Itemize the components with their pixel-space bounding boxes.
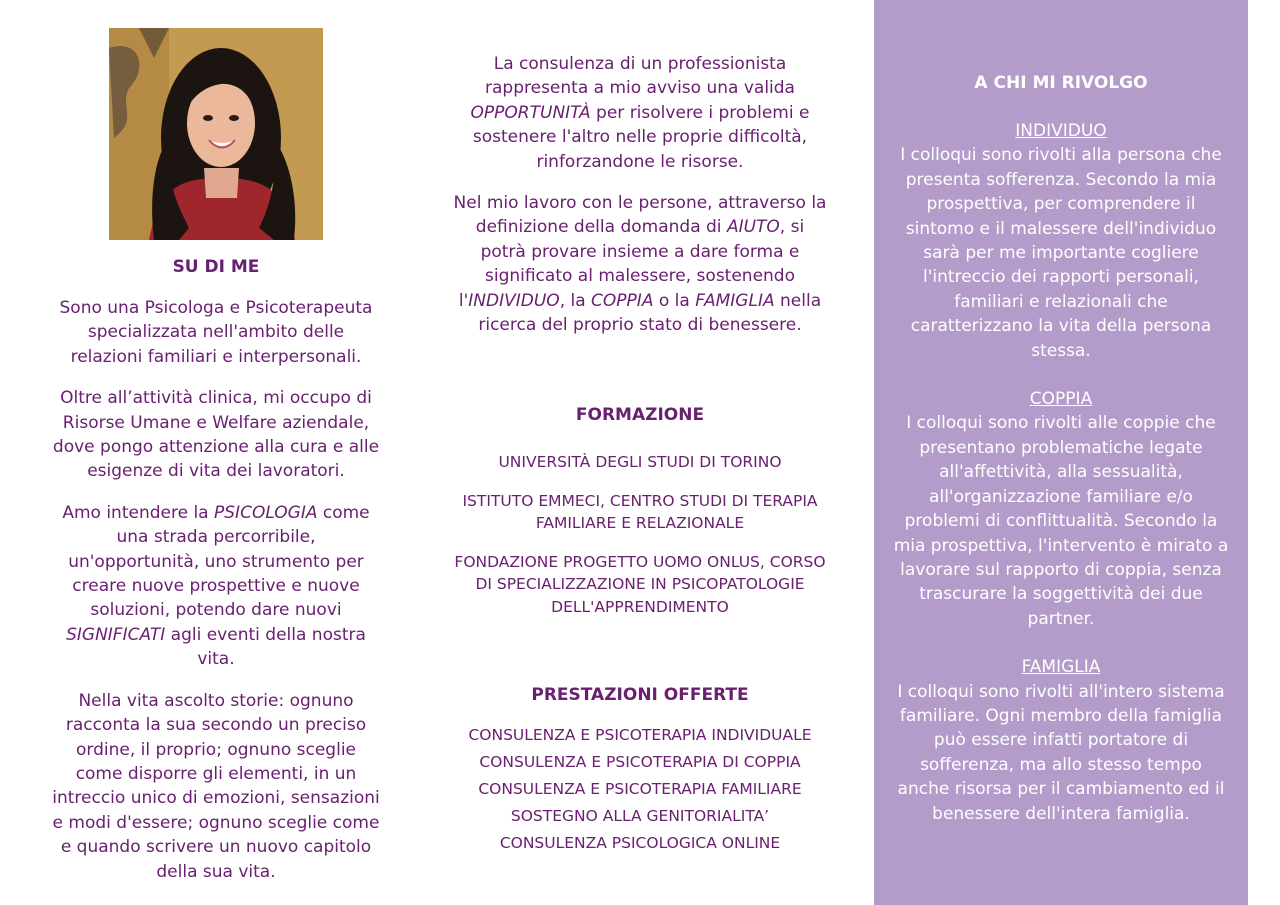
intro-emphasis: COPPIA <box>591 290 654 311</box>
audience-section-text: I colloqui sono rivolti all'intero sistema familiare. Ogni membro della famiglia può essere infatti portatore di sofferenza, ma allo stesso tempo anche risorsa per il cambiamento ed il benessere dell'intera famiglia. <box>897 681 1225 824</box>
training-item: ISTITUTO EMMECI, CENTRO STUDI DI TERAPIA FAMILIARE E RELAZIONALE <box>462 491 818 533</box>
about-title: SU DI ME <box>172 257 260 277</box>
audience-section-text: I colloqui sono rivolti alla persona che presenta sofferenza. Secondo la mia prospettiva, per comprendere il sintomo e il malessere dell'individuo sarà per me importante cogliere l'intreccio dei rapporti personali, familiari e relazionali che caratterizzano la vita della persona stessa. <box>900 145 1222 361</box>
audience-section-title: COPPIA <box>1029 389 1093 410</box>
about-paragraph-2: Oltre all’attività clinica, mi occupo di Risorse Umane e Welfare aziendale, dove pongo attenzione alla cura e alle esigenze di vita dei lavoratori. <box>52 388 380 482</box>
service-item: CONSULENZA E PSICOTERAPIA FAMILIARE <box>478 780 802 799</box>
training-title: FORMAZIONE <box>575 405 705 426</box>
training-item: FONDAZIONE PROGETTO UOMO ONLUS, CORSO DI SPECIALIZZAZIONE IN PSICOPATOLOGIE DELL'APPRENDIMENTO <box>454 552 826 616</box>
intro-text: La consulenza di un professionista rappresenta a mio avviso una valida <box>485 54 795 99</box>
service-item: CONSULENZA E PSICOTERAPIA DI COPPIA <box>479 753 801 772</box>
about-emphasis: SIGNIFICATI <box>66 624 166 645</box>
services-title: PRESTAZIONI OFFERTE <box>531 685 749 706</box>
service-item: CONSULENZA E PSICOTERAPIA INDIVIDUALE <box>468 726 812 745</box>
about-paragraph-3 <box>50 501 382 672</box>
about-paragraph-1: Sono una Psicologa e Psicoterapeuta specializzata nell'ambito delle relazioni familiari e interpersonali. <box>59 298 373 367</box>
intro-paragraph-2 <box>452 191 828 337</box>
about-paragraph-4: Nella vita ascolto storie: ognuno racconta la sua secondo un preciso ordine, il proprio; ognuno sceglie come disporre gli elementi, in un intreccio unico di emozioni, sensazioni e modi d'essere; ognuno sceglie come e quando scrivere un nuovo capitolo della sua vita. <box>52 690 380 882</box>
intro-emphasis: AIUTO <box>726 217 780 238</box>
about-emphasis: PSICOLOGIA <box>214 502 318 523</box>
intro-text: o la <box>653 290 696 311</box>
audience-section-title: FAMIGLIA <box>1021 657 1101 678</box>
intro-emphasis: OPPORTUNITÀ <box>470 102 591 123</box>
intro-column <box>452 0 828 857</box>
service-item: SOSTEGNO ALLA GENITORIALITA’ <box>510 807 770 826</box>
service-item: CONSULENZA PSICOLOGICA ONLINE <box>499 834 781 853</box>
intro-text: , si potrà provare insieme a dare forma e significato al malessere, sostenendo l' <box>458 217 805 311</box>
intro-text: , la <box>559 290 592 311</box>
audience-section-text: I colloqui sono rivolti alle coppie che presentano problematiche legate all'affettività, alla sessualità, all'organizzazione familiare e/o problemi di conflittualità. Secondo la mia prospettiva, l'intervento è mirato a lavorare sul rapporto di coppia, senza trascurare la soggettività dei due partner. <box>893 413 1229 629</box>
intro-paragraph-1 <box>452 52 828 174</box>
services-list <box>452 722 828 857</box>
intro-text: per risolvere i problemi e sostenere l'altro nelle proprie difficoltà, rinforzandone le risorse. <box>472 102 810 172</box>
intro-emphasis: FAMIGLIA <box>695 290 775 311</box>
about-text: Amo intendere la <box>62 502 215 523</box>
audience-panel <box>874 0 1248 905</box>
audience-title: A CHI MI RIVOLGO <box>974 73 1148 93</box>
intro-emphasis: INDIVIDUO <box>468 290 560 311</box>
about-column <box>50 0 382 884</box>
intro-text: nella ricerca del proprio stato di benessere. <box>478 290 822 336</box>
about-text: agli eventi della nostra vita. <box>165 624 366 670</box>
audience-section-title: INDIVIDUO <box>1015 121 1107 141</box>
intro-text: Nel mio lavoro con le persone, attraverso la definizione della domanda di <box>453 193 827 238</box>
training-item: UNIVERSITÀ DEGLI STUDI DI TORINO <box>498 453 782 472</box>
about-text: come una strada percorribile, un'opportunità, uno strumento per creare nuove prospettive e nuove soluzioni, potendo dare nuovi <box>68 502 370 621</box>
